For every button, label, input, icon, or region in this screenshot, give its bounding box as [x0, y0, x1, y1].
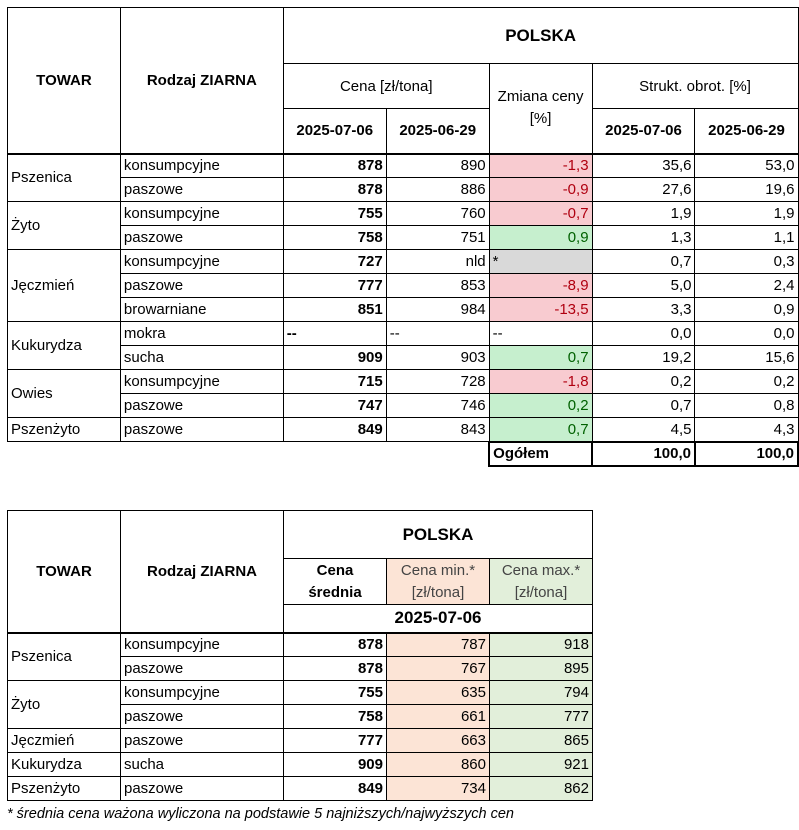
cell-max: 865 — [490, 729, 593, 753]
cell-min: 787 — [387, 633, 490, 657]
cell-rodzaj: paszowe — [120, 178, 283, 202]
cell-towar: Kukurydza — [8, 753, 121, 777]
header-cena: Cena [zł/tona] — [283, 64, 489, 109]
cell-cena: 878 — [284, 633, 387, 657]
cell-rodzaj: konsumpcyjne — [120, 250, 283, 274]
table-row — [8, 274, 799, 298]
cell-towar: Pszenżyto — [8, 418, 121, 442]
table-row — [8, 370, 799, 394]
total-s2: 100,0 — [695, 442, 798, 466]
empty-cell — [386, 442, 489, 466]
cell-zmiana: 0,9 — [489, 226, 592, 250]
cell-min: 767 — [387, 657, 490, 681]
cell-towar: Żyto — [8, 202, 121, 250]
cell-s2: 1,1 — [695, 226, 798, 250]
cell-s2: 0,8 — [695, 394, 798, 418]
cell-rodzaj: paszowe — [120, 226, 283, 250]
header-zmiana: Zmiana ceny [%] — [489, 64, 592, 154]
header-region: POLSKA — [283, 8, 798, 64]
cell-cena1: 909 — [283, 346, 386, 370]
cell-zmiana: 0,7 — [489, 418, 592, 442]
cell-rodzaj: browarniane — [120, 298, 283, 322]
cell-cena1: 851 — [283, 298, 386, 322]
total-label: Ogółem — [489, 442, 592, 466]
table-row — [8, 322, 799, 346]
empty-cell — [283, 442, 386, 466]
cell-s1: 3,3 — [592, 298, 695, 322]
cell-s1: 4,5 — [592, 418, 695, 442]
table-row — [8, 681, 593, 705]
cell-cena2: 903 — [386, 346, 489, 370]
cell-rodzaj: sucha — [120, 346, 283, 370]
cell-rodzaj: paszowe — [121, 729, 284, 753]
cell-cena1: 849 — [283, 418, 386, 442]
header-rodzaj: Rodzaj ZIARNA — [121, 511, 284, 633]
cell-cena1: -- — [283, 322, 386, 346]
table-row — [8, 753, 593, 777]
cell-rodzaj: mokra — [120, 322, 283, 346]
cell-s1: 0,0 — [592, 322, 695, 346]
cell-max: 794 — [490, 681, 593, 705]
cell-towar: Jęczmień — [8, 729, 121, 753]
cell-min: 734 — [387, 777, 490, 801]
cell-max: 862 — [490, 777, 593, 801]
header-region: POLSKA — [284, 511, 593, 559]
cell-s2: 0,0 — [695, 322, 798, 346]
cell-cena2: 984 — [386, 298, 489, 322]
cell-s1: 5,0 — [592, 274, 695, 298]
cell-s1: 0,7 — [592, 250, 695, 274]
cell-s2: 0,3 — [695, 250, 798, 274]
header-cena-line2: średnia — [308, 583, 362, 601]
cell-rodzaj: paszowe — [121, 657, 284, 681]
header-towar: TOWAR — [8, 8, 121, 154]
table-row — [8, 418, 799, 442]
header-strukt-date2: 2025-06-29 — [695, 109, 798, 154]
header-rodzaj: Rodzaj ZIARNA — [120, 8, 283, 154]
table-row — [8, 777, 593, 801]
cell-cena2: 886 — [386, 178, 489, 202]
cell-s2: 1,9 — [695, 202, 798, 226]
cell-rodzaj: konsumpcyjne — [121, 633, 284, 657]
cell-cena: 878 — [284, 657, 387, 681]
cell-s1: 27,6 — [592, 178, 695, 202]
cell-s2: 4,3 — [695, 418, 798, 442]
cell-cena2: 746 — [386, 394, 489, 418]
cell-zmiana: 0,2 — [489, 394, 592, 418]
cell-zmiana: * — [489, 250, 592, 274]
cell-towar: Pszenica — [8, 633, 121, 681]
cell-rodzaj: paszowe — [120, 274, 283, 298]
cell-s1: 0,2 — [592, 370, 695, 394]
header-max-line2: [zł/tona] — [514, 583, 568, 601]
cell-cena1: 758 — [283, 226, 386, 250]
cell-cena1: 715 — [283, 370, 386, 394]
header-cena-min — [387, 559, 490, 605]
cell-rodzaj: paszowe — [120, 418, 283, 442]
header-cena-max — [490, 559, 593, 605]
header-date1: 2025-07-06 — [283, 109, 386, 154]
cell-zmiana: -0,7 — [489, 202, 592, 226]
header-strukt-date1: 2025-07-06 — [592, 109, 695, 154]
cell-cena: 777 — [284, 729, 387, 753]
cell-cena2: -- — [386, 322, 489, 346]
cell-rodzaj: konsumpcyjne — [121, 681, 284, 705]
cell-towar: Jęczmień — [8, 250, 121, 322]
table-row — [8, 633, 593, 657]
cell-cena2: 843 — [386, 418, 489, 442]
cell-towar: Pszenica — [8, 154, 121, 202]
cell-rodzaj: konsumpcyjne — [120, 370, 283, 394]
cell-rodzaj: konsumpcyjne — [120, 154, 283, 178]
cell-towar: Pszenżyto — [8, 777, 121, 801]
cell-s2: 2,4 — [695, 274, 798, 298]
cell-cena2: nld — [386, 250, 489, 274]
cell-zmiana: -0,9 — [489, 178, 592, 202]
table-row — [8, 202, 799, 226]
cell-towar: Kukurydza — [8, 322, 121, 370]
cell-rodzaj: paszowe — [121, 777, 284, 801]
cell-cena2: 751 — [386, 226, 489, 250]
header-min-line1: Cena min.* — [400, 561, 476, 579]
header-max-line1: Cena max.* — [501, 561, 581, 579]
cell-cena: 755 — [284, 681, 387, 705]
cell-zmiana: -1,8 — [489, 370, 592, 394]
cell-cena1: 878 — [283, 178, 386, 202]
total-row — [8, 442, 799, 466]
cell-cena: 758 — [284, 705, 387, 729]
cell-s1: 19,2 — [592, 346, 695, 370]
cell-zmiana: -13,5 — [489, 298, 592, 322]
total-s1: 100,0 — [592, 442, 695, 466]
header-cena-line1: Cena — [316, 561, 354, 579]
cell-zmiana: -1,3 — [489, 154, 592, 178]
cell-cena2: 728 — [386, 370, 489, 394]
table-row — [8, 729, 593, 753]
cell-towar: Żyto — [8, 681, 121, 729]
header-cena-srednia — [284, 559, 387, 605]
cell-s2: 15,6 — [695, 346, 798, 370]
cell-min: 661 — [387, 705, 490, 729]
price-range-table — [7, 510, 593, 801]
cell-rodzaj: paszowe — [121, 705, 284, 729]
header-towar: TOWAR — [8, 511, 121, 633]
cell-cena1: 727 — [283, 250, 386, 274]
cell-cena1: 747 — [283, 394, 386, 418]
cell-zmiana: 0,7 — [489, 346, 592, 370]
header-date2: 2025-06-29 — [386, 109, 489, 154]
footnote: * średnia cena ważona wyliczona na podstawie 5 najniższych/najwyższych cen — [7, 806, 514, 822]
cell-min: 860 — [387, 753, 490, 777]
cell-cena: 849 — [284, 777, 387, 801]
cell-rodzaj: konsumpcyjne — [120, 202, 283, 226]
cell-s2: 19,6 — [695, 178, 798, 202]
header-strukt: Strukt. obrot. [%] — [592, 64, 798, 109]
cell-s1: 35,6 — [592, 154, 695, 178]
cell-rodzaj: paszowe — [120, 394, 283, 418]
empty-cell — [120, 442, 283, 466]
table-row — [8, 298, 799, 322]
table-row — [8, 154, 799, 178]
cell-cena1: 755 — [283, 202, 386, 226]
cell-s1: 1,3 — [592, 226, 695, 250]
table-row — [8, 394, 799, 418]
header-min-line2: [zł/tona] — [411, 583, 465, 601]
cell-cena: 909 — [284, 753, 387, 777]
cell-zmiana: -- — [489, 322, 592, 346]
cell-s1: 1,9 — [592, 202, 695, 226]
cell-cena2: 760 — [386, 202, 489, 226]
table-row — [8, 226, 799, 250]
cell-max: 895 — [490, 657, 593, 681]
cell-min: 663 — [387, 729, 490, 753]
cell-cena1: 878 — [283, 154, 386, 178]
empty-cell — [8, 442, 121, 466]
price-table-weekly — [7, 7, 799, 467]
cell-s2: 53,0 — [695, 154, 798, 178]
cell-min: 635 — [387, 681, 490, 705]
cell-cena2: 853 — [386, 274, 489, 298]
cell-s2: 0,2 — [695, 370, 798, 394]
cell-s1: 0,7 — [592, 394, 695, 418]
cell-s2: 0,9 — [695, 298, 798, 322]
cell-zmiana: -8,9 — [489, 274, 592, 298]
header-date: 2025-07-06 — [284, 605, 593, 633]
cell-cena1: 777 — [283, 274, 386, 298]
table-row — [8, 250, 799, 274]
table-row — [8, 178, 799, 202]
table-row — [8, 346, 799, 370]
cell-max: 921 — [490, 753, 593, 777]
cell-rodzaj: sucha — [121, 753, 284, 777]
cell-max: 918 — [490, 633, 593, 657]
cell-towar: Owies — [8, 370, 121, 418]
cell-cena2: 890 — [386, 154, 489, 178]
cell-max: 777 — [490, 705, 593, 729]
